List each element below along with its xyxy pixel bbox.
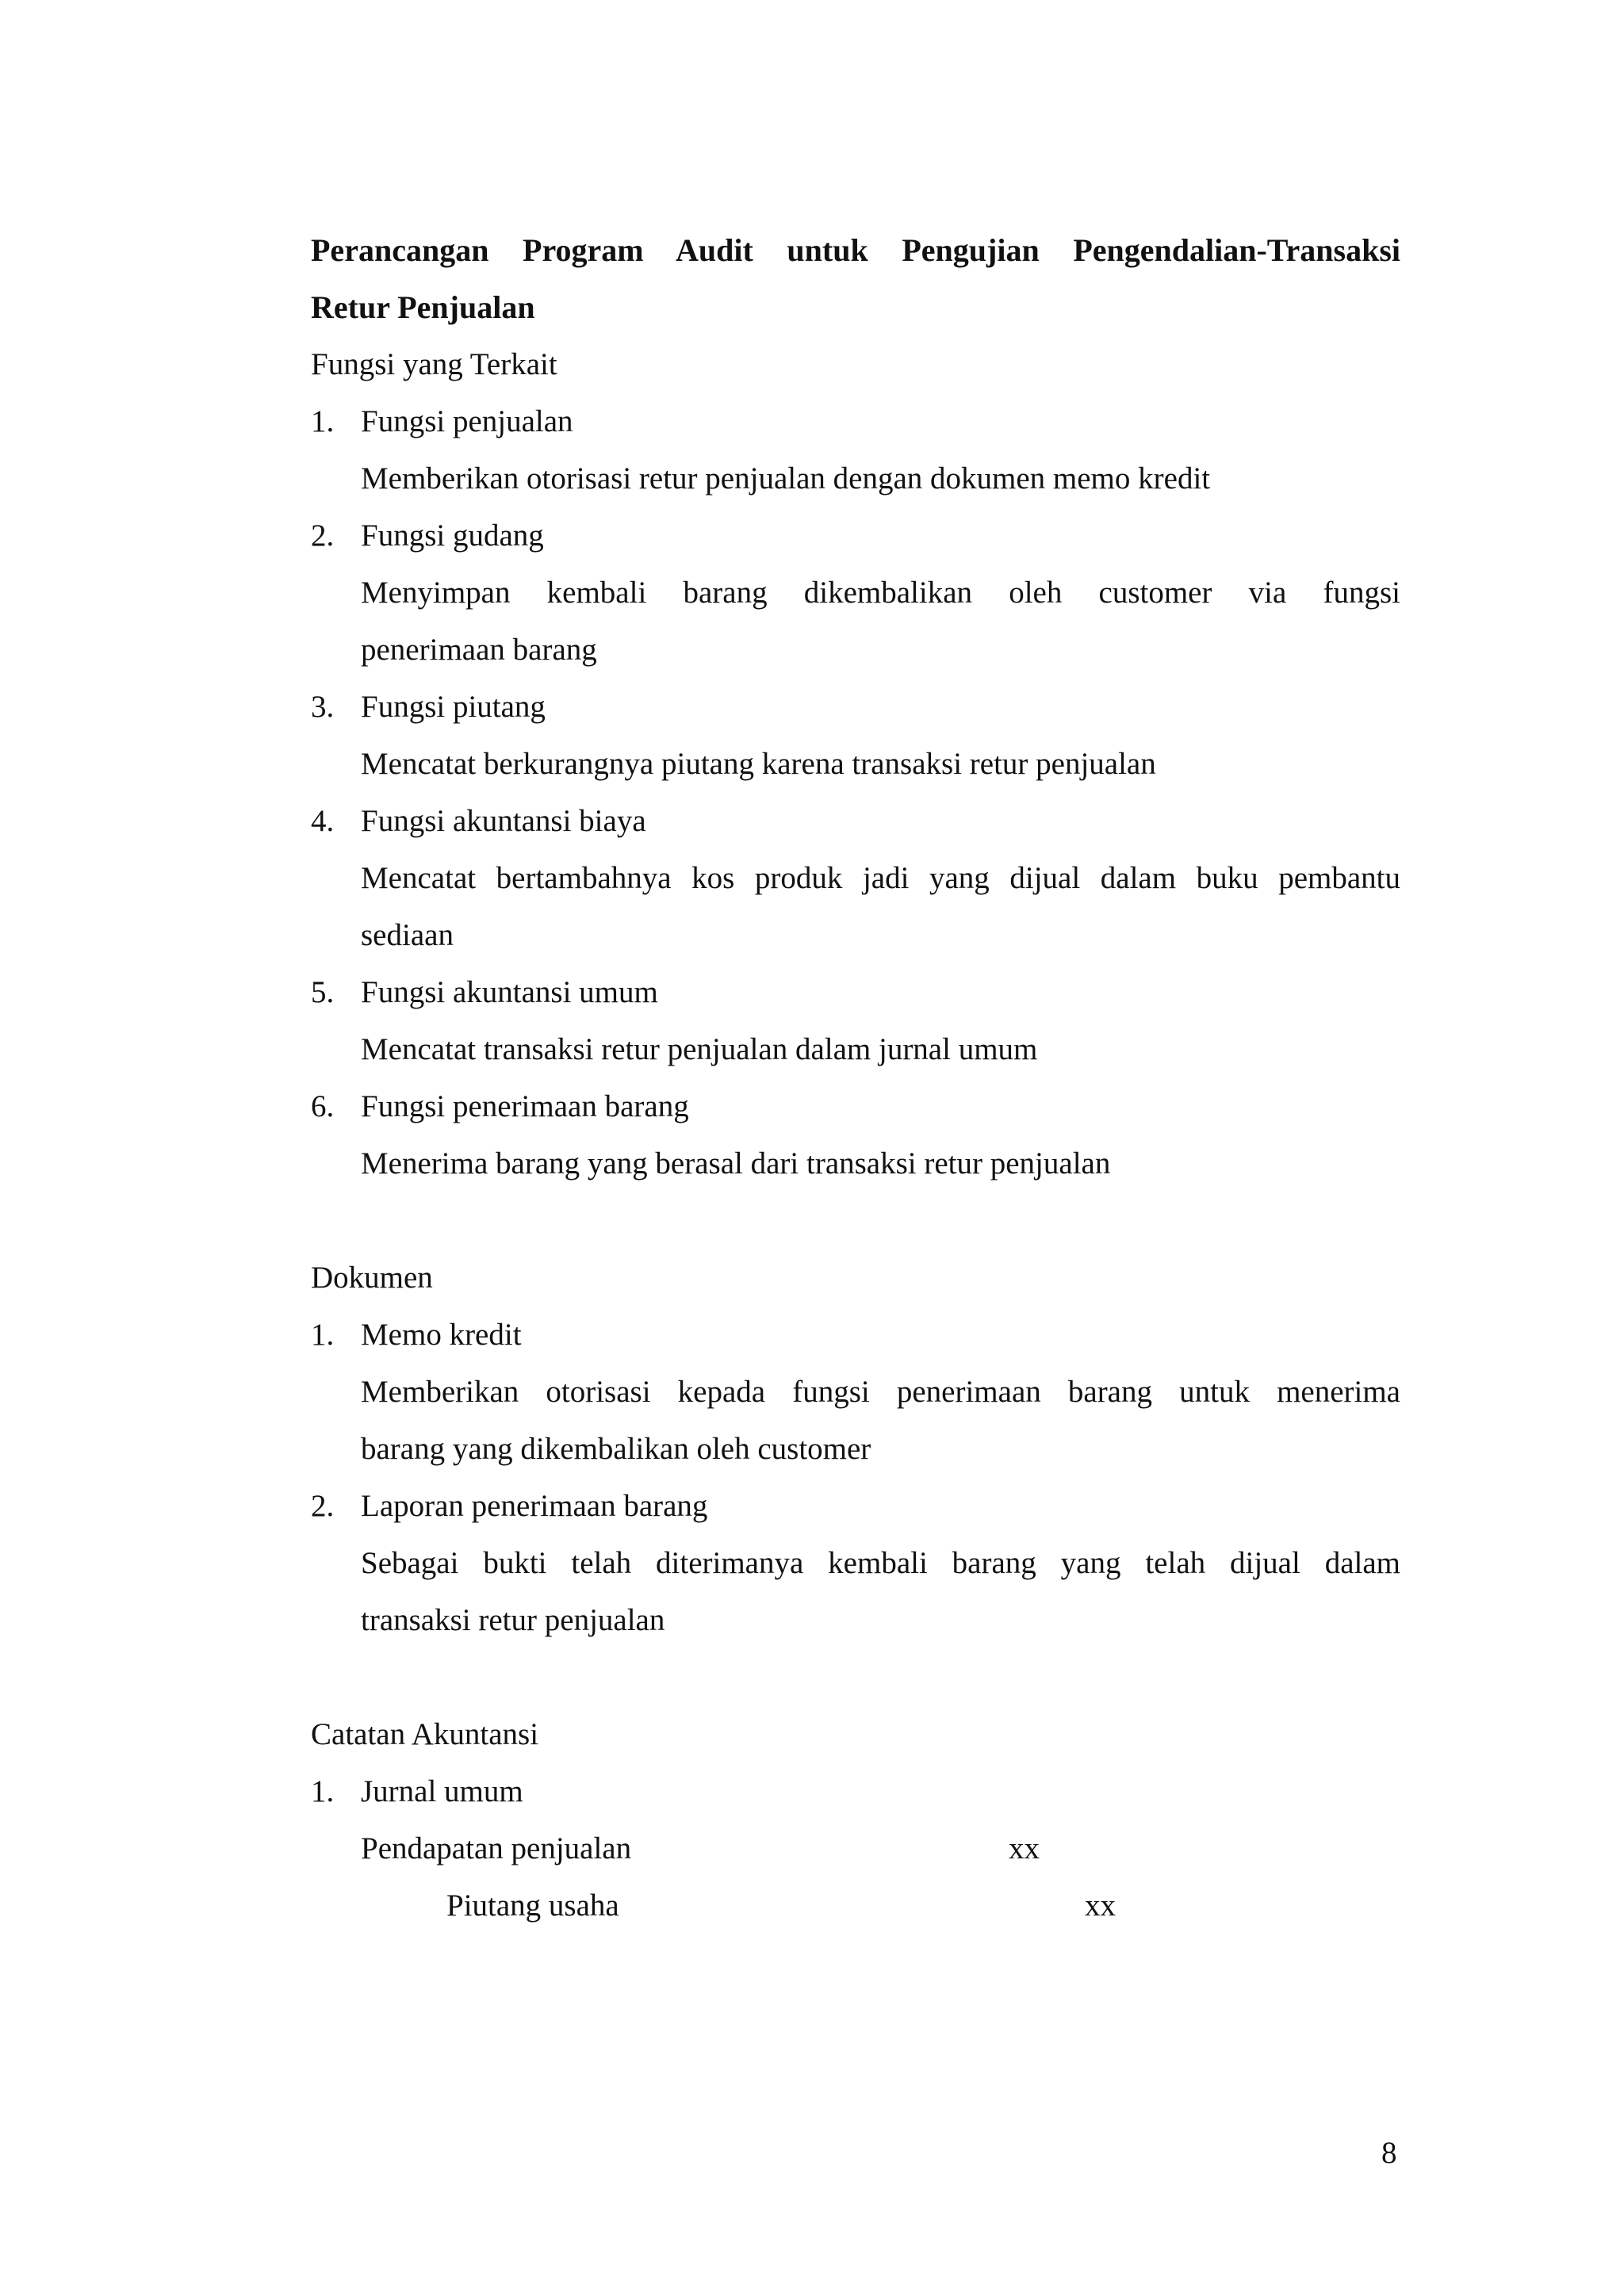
list-item-description: Sebagai bukti telah diterimanya kembali barang yang telah dijual dalam [361, 1546, 1400, 1580]
section-title-fungsi: Fungsi yang Terkait [311, 347, 557, 381]
list-item-number: 1. [311, 404, 335, 438]
list-item-label: Fungsi akuntansi umum [361, 975, 658, 1009]
list-item-number: 4. [311, 804, 335, 838]
journal-credit-amount: xx [1085, 1888, 1116, 1923]
list-item-description: transaksi retur penjualan [361, 1603, 665, 1637]
list-item-label: Laporan penerimaan barang [361, 1489, 708, 1523]
list-item-description: Mencatat transaksi retur penjualan dalam jurnal umum [361, 1032, 1038, 1066]
list-item-number: 6. [311, 1089, 335, 1123]
list-item-label: Fungsi penerimaan barang [361, 1089, 689, 1123]
list-item-label: Fungsi penjualan [361, 404, 573, 438]
section-title-dokumen: Dokumen [311, 1261, 433, 1295]
list-item-description: penerimaan barang [361, 633, 597, 667]
list-item-number: 3. [311, 690, 335, 724]
list-item-label: Fungsi piutang [361, 690, 546, 724]
section-title-catatan: Catatan Akuntansi [311, 1717, 539, 1751]
journal-credit-account: Piutang usaha [446, 1888, 619, 1923]
list-item-description: Memberikan otorisasi kepada fungsi penerimaan barang untuk menerima [361, 1375, 1400, 1409]
list-item-number: 1. [311, 1774, 335, 1808]
page-number: 8 [1381, 2136, 1397, 2170]
list-item-number: 5. [311, 975, 335, 1009]
list-item-number: 2. [311, 519, 335, 553]
list-item-label: Jurnal umum [361, 1774, 523, 1808]
list-item-label: Memo kredit [361, 1318, 522, 1352]
journal-debit-amount: xx [1009, 1831, 1040, 1866]
list-item-description: Menyimpan kembali barang dikembalikan oleh customer via fungsi [361, 576, 1400, 610]
list-item-description: Memberikan otorisasi retur penjualan dengan dokumen memo kredit [361, 461, 1211, 496]
list-item-description: Mencatat bertambahnya kos produk jadi yang dijual dalam buku pembantu [361, 861, 1400, 895]
list-item-number: 1. [311, 1318, 335, 1352]
page-heading-line-2: Retur Penjualan [311, 289, 535, 325]
page-heading-line-1: Perancangan Program Audit untuk Pengujian Pengendalian-Transaksi [311, 232, 1400, 268]
journal-debit-account: Pendapatan penjualan [361, 1831, 632, 1866]
list-item-description: sediaan [361, 918, 454, 952]
list-item-description: Mencatat berkurangnya piutang karena transaksi retur penjualan [361, 747, 1156, 781]
list-item-description: Menerima barang yang berasal dari transaksi retur penjualan [361, 1146, 1111, 1181]
list-item-label: Fungsi gudang [361, 519, 544, 553]
list-item-number: 2. [311, 1489, 335, 1523]
list-item-description: barang yang dikembalikan oleh customer [361, 1432, 871, 1466]
list-item-label: Fungsi akuntansi biaya [361, 804, 646, 838]
